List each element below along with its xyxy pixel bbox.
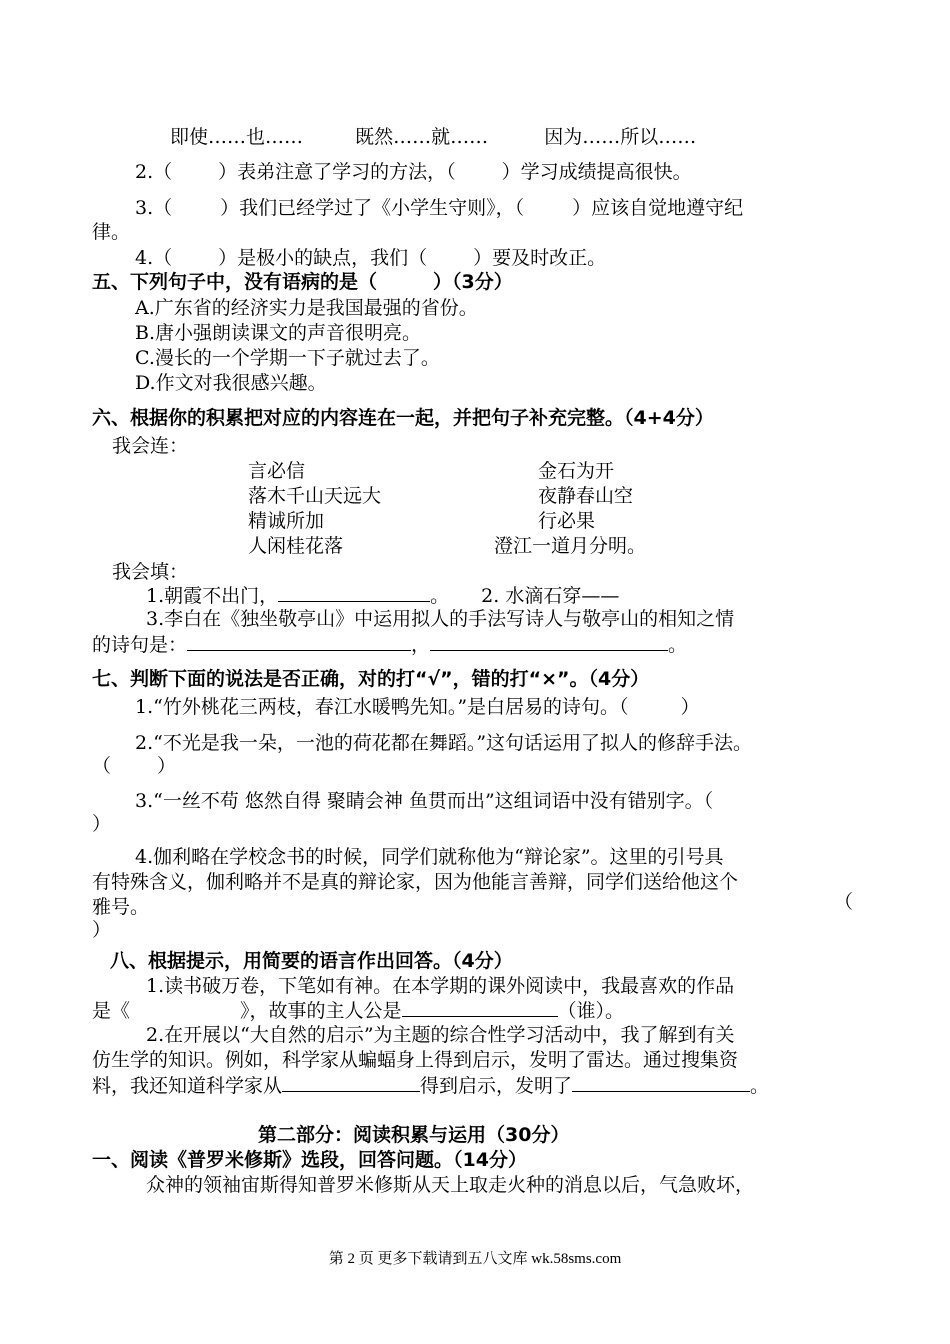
s4-question-3-cont: 律。 [92,221,131,243]
answer-1-line1: 1.读书破万卷，下笔如有神。在本学期的课外阅读中，我最喜欢的作品 [146,975,735,997]
answer-2-line3: 料，我还知道科学家从 得到启示，发明了 。 [92,1075,770,1097]
left-item: 言必信 [248,460,306,482]
judge-item-3: 3.“一丝不苟 悠然自得 聚睛会神 鱼贯而出”这组词语中没有错别字。（ [135,790,714,812]
right-item: 夜静春山空 [538,485,634,507]
answer-blank[interactable] [430,632,668,651]
s4-question-2: 2.（ ）表弟注意了学习的方法，（ ）学习成绩提高很快。 [135,161,692,183]
fill-label: 我会填： [112,561,189,583]
s5-option-c: C.漫长的一个学期一下子就过去了。 [135,347,440,369]
left-item: 精诚所加 [248,510,325,532]
part-2-title: 第二部分：阅读积累与运用（30分） [258,1124,570,1146]
connector-options [170,125,696,149]
answer-1-line2: 是《 》，故事的主人公是 （谁）。 [92,1000,625,1022]
section-7-title: 七、判断下面的说法是否正确，对的打“√”，错的打“×”。（4分） [92,668,650,690]
judge-item-3-bracket: ） [92,813,112,835]
right-item: 澄江一道月分明。 [494,535,647,557]
s5-option-a: A.广东省的经济实力是我国最强的省份。 [135,297,478,319]
answer-blank[interactable] [282,1073,420,1092]
right-item: 金石为开 [538,460,615,482]
judge-item-2-bracket: （ ） [92,755,177,777]
judge-item-4: 4.伽利略在学校念书的时候，同学们就称他为“辩论家”。这里的引号具 [135,846,724,868]
right-item: 行必果 [538,510,596,532]
judge-item-4-bracket-open: （ [834,891,854,913]
answer-2-line1: 2.在开展以“大自然的启示”为主题的综合性学习活动中，我了解到有关 [146,1024,735,1046]
fill-question-1-2: 1.朝霞不出门， 。 2. 水滴石穿—— [146,585,620,607]
answer-blank[interactable] [278,583,430,602]
reading-passage: 众神的领袖宙斯得知普罗米修斯从天上取走火种的消息以后，气急败坏， [146,1174,755,1196]
s4-question-4: 4.（ ）是极小的缺点，我们（ ）要及时改正。 [135,247,607,269]
answer-2-line2: 仿生学的知识。例如，科学家从蝙蝠身上得到启示，发明了雷达。通过搜集资 [92,1049,739,1071]
judge-item-1: 1.“竹外桃花三两枝，春江水暖鸭先知。”是白居易的诗句。（ ） [135,696,700,718]
judge-item-4-bracket-close: ） [92,919,112,941]
answer-blank[interactable] [187,632,411,651]
left-item: 落木千山天远大 [248,485,382,507]
connect-label: 我会连： [112,435,189,457]
answer-blank[interactable] [572,1073,750,1092]
section-5-title: 五、下列句子中，没有语病的是（ ）（3分） [92,271,513,293]
fill-question-3: 3.李白在《独坐敬亭山》中运用拟人的手法写诗人与敬亭山的相知之情 [146,608,735,630]
reading-question-1-title: 一、阅读《普罗米修斯》选段，回答问题。（14分） [92,1149,527,1171]
connector-1: 即使……也…… [170,126,304,148]
left-item: 人闲桂花落 [248,535,344,557]
answer-blank[interactable] [402,998,558,1017]
judge-item-2: 2.“不光是我一朵，一池的荷花都在舞蹈。”这句话运用了拟人的修辞手法。 [135,732,753,754]
s5-option-b: B.唐小强朗读课文的声音很明亮。 [135,322,422,344]
judge-item-4-line2: 有特殊含义，伽利略并不是真的辩论家，因为他能言善辩，同学们送给他这个 [92,871,739,893]
section-8-title: 八、根据提示，用简要的语言作出回答。（4分） [110,950,513,972]
s5-option-d: D.作文对我很感兴趣。 [135,372,327,394]
connector-3: 因为……所以…… [544,126,697,148]
page-footer: 第 2 页 更多下载请到五八文库 wk.58sms.com [328,1251,622,1267]
fill-question-3-cont: 的诗句是： ， 。 [92,634,688,656]
s4-question-3: 3.（ ）我们已经学过了《小学生守则》，（ ）应该自觉地遵守纪 [135,197,744,219]
section-6-title: 六、根据你的积累把对应的内容连在一起，并把句子补充完整。（4+4分） [92,407,714,429]
connector-2: 既然……就…… [355,126,489,148]
judge-item-4-line3: 雅号。 [92,896,150,918]
